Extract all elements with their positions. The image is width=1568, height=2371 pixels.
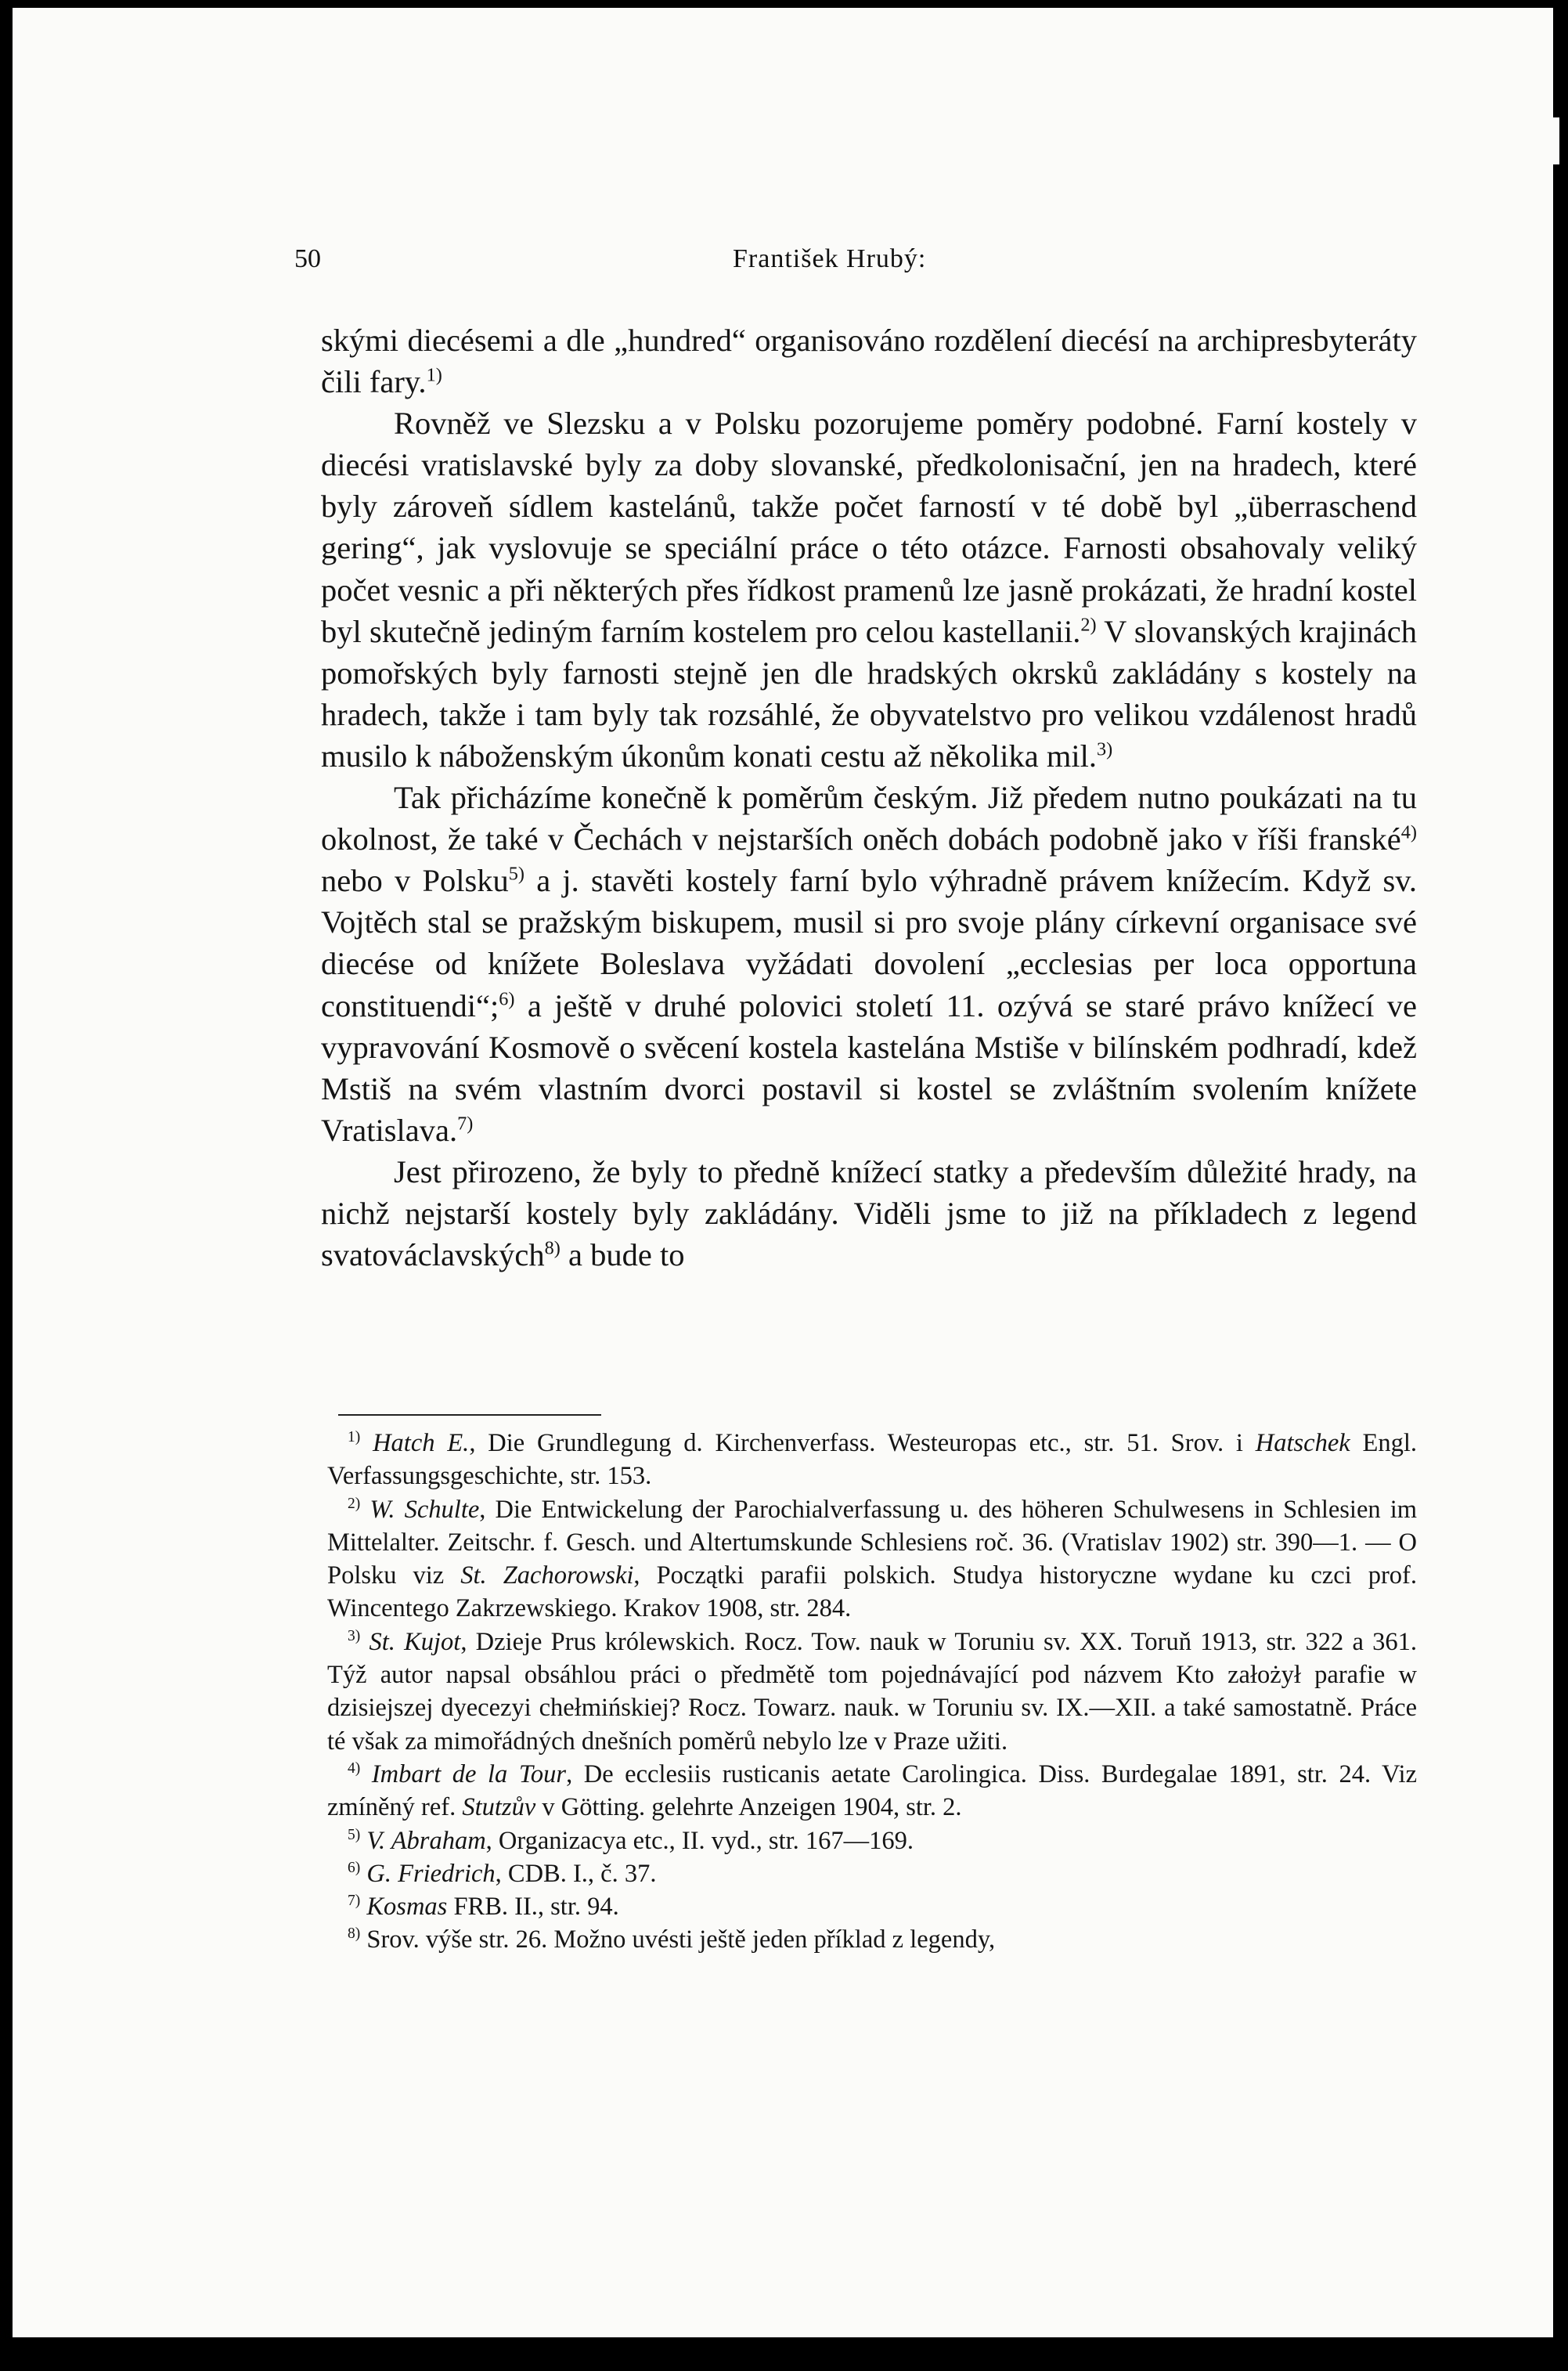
footnote-7	[327, 1890, 1417, 1923]
footnote-2	[327, 1493, 1417, 1626]
footnote-mark: 3)	[348, 1627, 361, 1644]
footnote-4	[327, 1758, 1417, 1824]
footnote-ref: 3)	[1096, 738, 1113, 760]
footnote-ref: 6)	[499, 988, 515, 1009]
footnote-mark: 2)	[348, 1495, 361, 1512]
paragraph-4	[321, 1151, 1417, 1276]
footnote-ref: 2)	[1080, 614, 1097, 636]
footnote-mark: 4)	[348, 1760, 361, 1777]
page-header	[294, 244, 1414, 283]
footnote-text: , Dzieje Prus królewskich. Rocz. Tow. nauk w Toruniu sv. XX. Toruň 1913, str. 322 a 361. Týž autor napsal obsáhlou práci o předmětě tom pojednávající pod názvem Kto założył parafie w dzisiejszej dyecezyi chełmińskiej? Rocz. Towarz. nauk. w Toruniu sv. IX.—XII. a také samostatně. Práce té však za mimořádných dnešních poměrů nebylo lze v Praze užiti.	[327, 1627, 1418, 1756]
footnote-mark: 1)	[348, 1429, 361, 1446]
footnote-text: , Organizacya etc., II. vyd., str. 167—169.	[485, 1826, 914, 1855]
footnote-author: Imbart de la Tour	[371, 1759, 567, 1788]
footnote-rule	[338, 1414, 601, 1416]
footnote-8	[327, 1923, 1417, 1956]
footnote-mark: 6)	[348, 1860, 361, 1877]
footnote-author: Hatch E.	[373, 1429, 470, 1457]
page-edge-mark	[1553, 117, 1559, 164]
footnotes	[327, 1427, 1417, 1957]
paragraph-1	[321, 319, 1417, 402]
paragraph-text: skými diecésemi a dle „hundred“ organisováno rozdělení diecésí na archipresbyteráty čili fary.	[321, 323, 1417, 400]
footnote-6	[327, 1857, 1417, 1890]
paragraph-2	[321, 402, 1417, 777]
footnote-text: , Początki parafii polskich. Studya historyczne wydane ku czci prof. Wincentego Zakrzewskiego. Krakov 1908, str. 284.	[327, 1561, 1417, 1623]
footnote-ref: 4)	[1400, 821, 1417, 843]
footnote-mark: 8)	[348, 1925, 361, 1943]
paragraph-text: Rovněž ve Slezsku a v Polsku pozorujeme poměry podobné. Farní kostely v diecési vratislavské byly za doby slovanské, předkolonisační, jen na hradech, které byly zároveň sídlem kastelánů, takže počet farností v té době byl „überraschend gering“, jak vyslovuje se speciální práce o této otázce. Farnosti obsahovaly veliký počet vesnic a při některých přes řídkost pramenů lze jasně prokázati, že hradní kostel byl skutečně jediným farním kostelem pro celou kastellanii.	[321, 406, 1417, 649]
paragraph-text: a bude to	[560, 1237, 685, 1273]
footnote-1	[327, 1427, 1417, 1493]
footnote-ref: 5)	[508, 863, 524, 885]
paragraph-text: Tak přicházíme konečně k poměrům českým. Již předem nutno poukázati na tu okolnost, že také v Čechách v nejstarších oněch dobách podobně jako v říši franské	[321, 780, 1417, 857]
footnote-5	[327, 1824, 1417, 1857]
paragraph-text: V slovanských krajinách pomořských byly farnosti stejně jen dle hradských okrsků zakládány s kostely na hradech, takže i tam byly tak rozsáhlé, že obyvatelstvo pro velikou vzdálenost hradů musilo k náboženským úkonům konati cestu až několika mil.	[321, 613, 1417, 774]
footnote-3	[327, 1626, 1417, 1758]
footnote-ref: 8)	[544, 1237, 561, 1259]
footnote-text: , CDB. I., č. 37.	[495, 1859, 657, 1888]
paragraph-text: Jest přirozeno, že byly to předně knížecí statky a především důležité hrady, na nichž nejstarší kostely byly zakládány. Viděli jsme to již na příkladech z legend svatováclavských	[321, 1153, 1417, 1273]
footnote-author: V. Abraham	[366, 1826, 486, 1855]
main-text	[321, 319, 1417, 1276]
paragraph-3	[321, 777, 1417, 1151]
footnote-author: G. Friedrich	[366, 1859, 496, 1888]
footnote-author: W. Schulte	[369, 1495, 480, 1524]
footnote-author: St. Zachorowski	[460, 1561, 634, 1590]
footnote-text: v Götting. gelehrte Anzeigen 1904, str. 2.	[535, 1793, 962, 1822]
footnote-text: , De ecclesiis rusticanis aetate Carolingica. Diss. Burdegalae 1891, str. 24. Viz zmíněný ref.	[327, 1759, 1418, 1822]
running-title: František Hrubý:	[733, 244, 927, 273]
footnote-ref: 1)	[426, 364, 442, 386]
footnote-ref: 7)	[457, 1113, 474, 1135]
paragraph-text: a j. stavěti kostely farní bylo výhradně právem knížecím. Když sv. Vojtěch stal se pražským biskupem, musil si pro svoje plány církevní organisace své diecése od knížete Boleslava vyžádati dovolení „ecclesias per loca opportuna constituendi“;	[321, 863, 1417, 1023]
footnote-text: , Die Entwickelung der Parochialverfassung u. des höheren Schulwesens in Schlesien im Mittelalter. Zeitschr. f. Gesch. und Altertumskunde Schlesiens roč. 36. (Vratislav 1902) str. 390—1. — O Polsku viz	[327, 1495, 1418, 1590]
footnote-text: FRB. II., str. 94.	[447, 1893, 619, 1922]
footnote-text: Engl. Verfassungsgeschichte, str. 153.	[327, 1429, 1418, 1491]
footnote-mark: 7)	[348, 1893, 361, 1910]
footnote-author: Stutzův	[462, 1793, 536, 1822]
paragraph-text: a ještě v druhé polovici století 11. ozývá se staré právo knížecí ve vypravování Kosmově o svěcení kostela kastelána Mstiše v bilínském podhradí, kdež Mstiš na svém vlastním dvorci postavil si kostel se zvláštním svolením knížete Vratislava.	[321, 987, 1417, 1148]
footnote-text: Srov. výše str. 26. Možno uvésti ještě jeden příklad z legendy,	[366, 1925, 996, 1954]
footnote-text: , Die Grundlegung d. Kirchenverfass. Westeuropas etc., str. 51. Srov. i	[469, 1429, 1256, 1457]
footnote-author: St. Kujot	[369, 1627, 461, 1656]
footnote-mark: 5)	[348, 1826, 361, 1843]
footnote-author: Hatschek	[1255, 1429, 1350, 1457]
page-number: 50	[294, 244, 321, 273]
paragraph-text: nebo v Polsku	[321, 863, 509, 899]
footnote-author: Kosmas	[366, 1893, 448, 1922]
